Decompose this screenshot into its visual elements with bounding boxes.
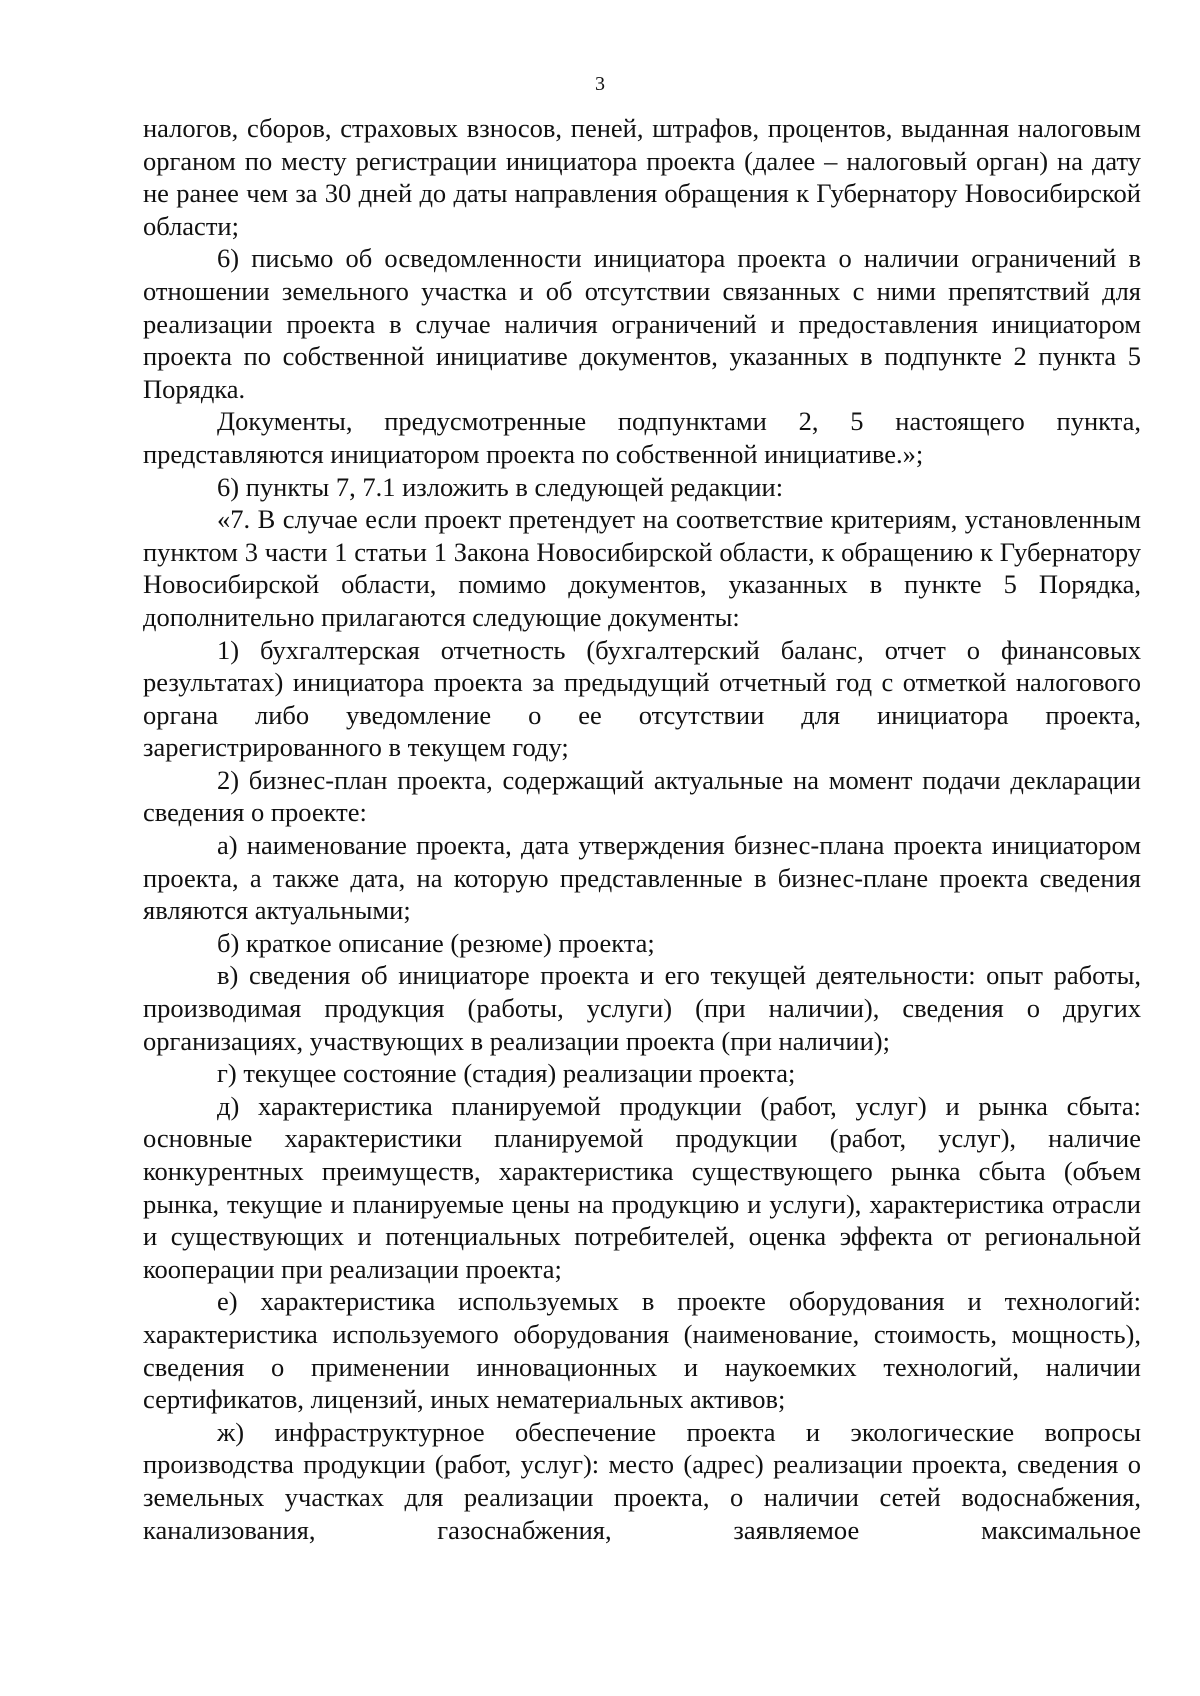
page-number: 3 (595, 73, 605, 95)
paragraph: 2) бизнес-план проекта, содержащий актуальные на момент подачи декларации сведения о проекте: (143, 764, 1141, 828)
paragraph: в) сведения об инициаторе проекта и его текущей деятельности: опыт работы, производимая продукция (работы, услуги) (при наличии), сведения о других организациях, участвующих в реализации проекта (при наличии); (143, 960, 1141, 1056)
paragraph: налогов, сборов, страховых взносов, пеней, штрафов, процентов, выданная налоговым органом по месту регистрации инициатора проекта (далее – налоговый орган) на дату не ранее чем за 30 дней до даты направления обращения к Губернатору Новосибирской области; (143, 113, 1141, 241)
paragraph: Документы, предусмотренные подпунктами 2, 5 настоящего пункта, представляются инициатором проекта по собственной инициативе.»; (143, 406, 1141, 469)
paragraph: б) краткое описание (резюме) проекта; (217, 927, 655, 958)
paragraph: ж) инфраструктурное обеспечение проекта и экологические вопросы производства продукции (работ, услуг): место (адрес) реализации проекта, сведения о земельных участках для реализации проекта, о наличии сетей водоснабжения, канализования, газоснабжения, заявляемое максимальное (143, 1416, 1141, 1545)
paragraph: 6) письмо об осведомленности инициатора проекта о наличии ограничений в отношении земельного участка и об отсутствии связанных с ними препятствий для реализации проекта в случае наличия ограничений и предоставления инициатором проекта по собственной инициативе документов, указанных в подпункте 2 пункта 5 Порядка. (143, 243, 1141, 404)
paragraph: «7. В случае если проект претендует на соответствие критериям, установленным пунктом 3 части 1 статьи 1 Закона Новосибирской области, к обращению к Губернатору Новосибирской области, помимо документов, указанных в пункте 5 Порядка, дополнительно прилагаются следующие документы: (143, 504, 1141, 632)
paragraph: 1) бухгалтерская отчетность (бухгалтерский баланс, отчет о финансовых результатах) инициатора проекта за предыдущий отчетный год с отметкой налогового органа либо уведомление о ее отсутствии для инициатора проекта, зарегистрированного в текущем году; (143, 634, 1141, 763)
paragraph: е) характеристика используемых в проекте оборудования и технологий: характеристика используемого оборудования (наименование, стоимость, мощность), сведения о применении инновационных и наукоемких технологий, наличии сертификатов, лицензий, иных нематериальных активов; (143, 1286, 1141, 1415)
paragraph: д) характеристика планируемой продукции (работ, услуг) и рынка сбыта: основные характеристики планируемой продукции (работ, услуг), наличие конкурентных преимуществ, характеристика существующего рынка сбыта (объем рынка, текущие и планируемые цены на продукцию и услуги), характеристика отрасли и существующих и потенциальных потребителей, оценка эффекта от региональной кооперации при реализации проекта; (143, 1090, 1141, 1284)
paragraph: а) наименование проекта, дата утверждения бизнес-плана проекта инициатором проекта, а также дата, на которую представленные в бизнес-плане проекта сведения являются актуальными; (143, 830, 1141, 926)
paragraph: 6) пункты 7, 7.1 изложить в следующей редакции: (217, 471, 784, 502)
document-body (143, 112, 1141, 1546)
paragraph: г) текущее состояние (стадия) реализации проекта; (217, 1058, 796, 1089)
